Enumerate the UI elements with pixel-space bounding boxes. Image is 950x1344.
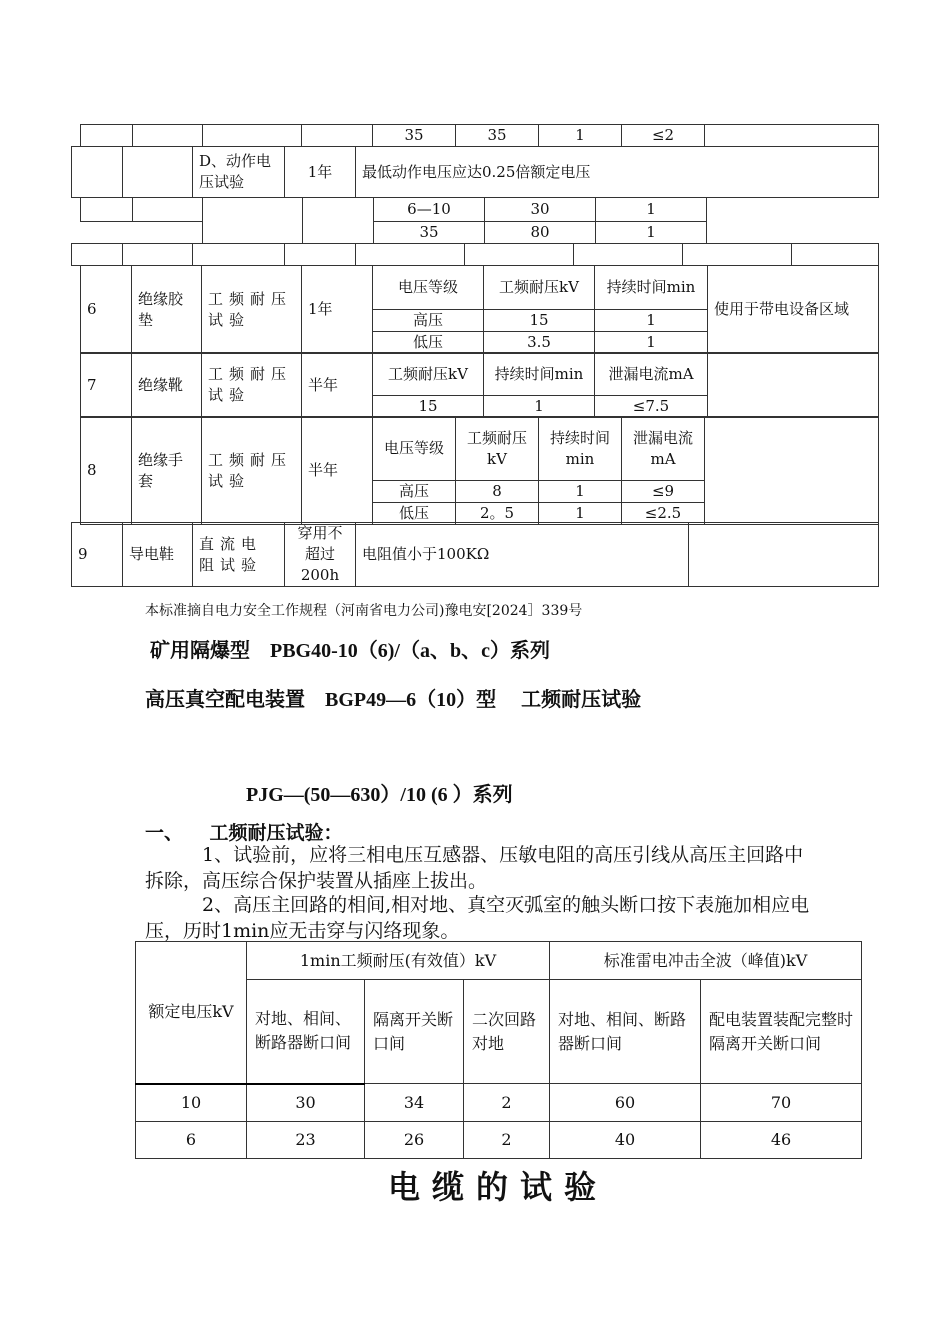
data-cell: 1	[595, 310, 708, 332]
sub-header: 配电装置装配完整时隔离开关断口间	[701, 980, 862, 1084]
cell: 30	[485, 198, 596, 222]
cell: 1	[596, 222, 707, 244]
cell	[705, 125, 879, 147]
data-cell: 1	[539, 503, 622, 525]
data-cell: 15	[373, 396, 484, 418]
cell: 35	[373, 125, 456, 147]
data-cell: 2	[464, 1122, 550, 1159]
row-note	[708, 353, 879, 418]
sub-header: 二次回路对地	[464, 980, 550, 1084]
header-cell: 工频耐压kV	[484, 266, 595, 310]
row-test: 工频耐压试验	[202, 266, 302, 354]
header-cell: 工频耐压kV	[456, 417, 539, 481]
heading-1: 矿用隔爆型 PBG40-10（6)/（a、b、c）系列	[150, 640, 550, 662]
data-cell: 低压	[373, 332, 484, 354]
source-note: 本标准摘自电力安全工作规程（河南省电力公司)豫电安[2024］339号	[145, 603, 583, 619]
cell	[123, 147, 193, 198]
data-cell: 低压	[373, 503, 456, 525]
data-cell: ≤7.5	[595, 396, 708, 418]
header-cell: 电压等级	[373, 417, 456, 481]
row-name: 绝缘靴	[132, 353, 202, 418]
header-cell: 工频耐压kV	[373, 353, 484, 396]
rated-voltage-header: 额定电压kV	[136, 942, 247, 1084]
section-heading	[145, 818, 343, 845]
data-cell: 46	[701, 1122, 862, 1159]
data-cell: 34	[365, 1084, 464, 1122]
cell	[133, 198, 203, 222]
data-cell: 2。5	[456, 503, 539, 525]
cell: 6—10	[374, 198, 485, 222]
data-cell: 高压	[373, 481, 456, 503]
data-cell: 60	[550, 1084, 701, 1122]
data-cell: 15	[484, 310, 595, 332]
row-period: 半年	[302, 353, 373, 418]
spacer-row	[71, 243, 879, 266]
cell: 35	[456, 125, 539, 147]
data-cell: 1	[484, 396, 595, 418]
row-no: 6	[81, 266, 132, 354]
sub-header: 对地、相间、断路器断口间	[550, 980, 701, 1084]
row-8-table	[80, 416, 879, 525]
cell	[133, 125, 203, 147]
cell	[72, 147, 123, 198]
cell: 1	[539, 125, 622, 147]
row-name: 绝缘胶垫	[132, 266, 202, 354]
cell	[81, 222, 203, 244]
data-cell: 40	[550, 1122, 701, 1159]
cell: 1	[596, 198, 707, 222]
header-cell: 持续时间min	[595, 266, 708, 310]
row-d-desc: 最低动作电压应达0.25倍额定电压	[356, 147, 879, 198]
data-cell: 3.5	[484, 332, 595, 354]
section-number: 一、	[145, 822, 184, 844]
row-note: 使用于带电设备区域	[708, 266, 879, 354]
row-7-table	[80, 352, 879, 418]
data-cell: 23	[247, 1122, 365, 1159]
header-cell: 电压等级	[373, 266, 484, 310]
group-header-2: 标准雷电冲击全波（峰值)kV	[550, 942, 862, 980]
cell: 35	[374, 222, 485, 244]
data-cell: 2	[464, 1084, 550, 1122]
data-cell: 8	[456, 481, 539, 503]
cell	[303, 198, 374, 244]
footer-title: 电缆的试验	[388, 1168, 609, 1206]
sub-header: 隔离开关断口间	[365, 980, 464, 1084]
row-period: 穿用不超过200h	[285, 523, 356, 587]
row-name: 绝缘手套	[132, 417, 202, 525]
row-9-table	[71, 522, 879, 587]
cell: 80	[485, 222, 596, 244]
section-title: 工频耐压试验：	[209, 822, 343, 844]
row-d-period: 1年	[285, 147, 356, 198]
cell	[81, 198, 133, 222]
data-cell: 10	[136, 1084, 247, 1122]
header-cell: 泄漏电流mA	[595, 353, 708, 396]
header-cell: 持续时间min	[484, 353, 595, 396]
data-cell: 6	[136, 1122, 247, 1159]
row-period: 1年	[302, 266, 373, 354]
cell	[203, 125, 302, 147]
row-b-table	[80, 197, 707, 244]
voltage-table	[135, 941, 862, 1159]
data-cell: ≤9	[622, 481, 705, 503]
data-cell: 26	[365, 1122, 464, 1159]
data-cell: 1	[539, 481, 622, 503]
cell	[302, 125, 373, 147]
cell	[689, 523, 879, 587]
group-header-1: 1min工频耐压(有效值）kV	[247, 942, 550, 980]
heading-3: PJG—(50—630）/10 (6 ）系列	[246, 784, 513, 806]
row-d-item: D、动作电压试验	[193, 147, 285, 198]
row-test: 直流电阻试验	[193, 523, 285, 587]
data-cell: 30	[247, 1084, 365, 1122]
header-cell: 泄漏电流mA	[622, 417, 705, 481]
row-no: 7	[81, 353, 132, 418]
row-6-table	[80, 265, 879, 354]
heading-2: 高压真空配电装置 BGP49—6（10）型 工频耐压试验	[145, 689, 642, 711]
cell: ≤2	[622, 125, 705, 147]
row-name: 导电鞋	[123, 523, 193, 587]
row-test: 工频耐压试验	[202, 353, 302, 418]
data-cell: ≤2.5	[622, 503, 705, 525]
row-desc: 电阻值小于100KΩ	[356, 523, 689, 587]
cell	[203, 198, 303, 244]
top-table-fragment	[80, 124, 879, 147]
cell	[81, 125, 133, 147]
row-d-table	[71, 146, 879, 198]
header-cell: 持续时间min	[539, 417, 622, 481]
paragraph-2: 2、高压主回路的相间,相对地、真空灭弧室的触头断口按下表施加相应电压，历时1min应无击穿与闪络现象。	[145, 894, 810, 942]
row-note	[705, 417, 879, 525]
row-no: 8	[81, 417, 132, 525]
data-cell: 70	[701, 1084, 862, 1122]
row-test: 工频耐压试验	[202, 417, 302, 525]
row-period: 半年	[302, 417, 373, 525]
row-no: 9	[72, 523, 123, 587]
sub-header: 对地、相间、断路器断口间	[247, 980, 365, 1084]
data-cell: 高压	[373, 310, 484, 332]
paragraph-1: 1、试验前，应将三相电压互感器、压敏电阻的高压引线从高压主回路中拆除，高压综合保护装置从插座上拔出。	[145, 844, 804, 892]
data-cell: 1	[595, 332, 708, 354]
